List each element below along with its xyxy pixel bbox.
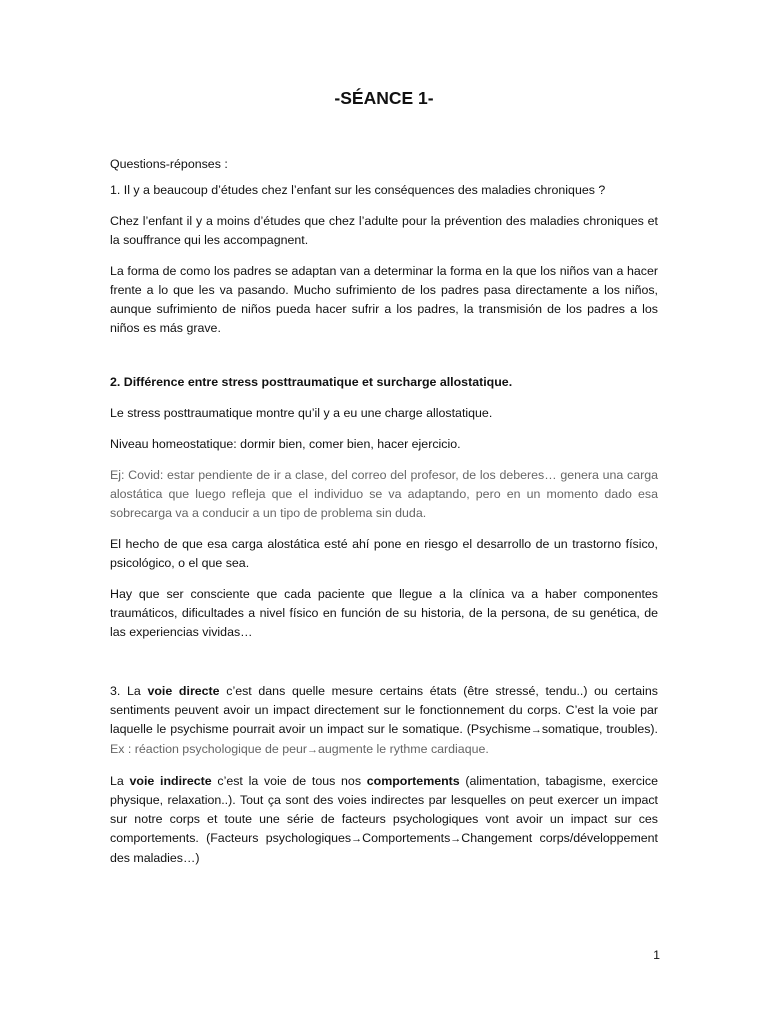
indirect-seg3: Changement corps/développement des maladies…)	[110, 831, 658, 865]
indirect-seg2: Comportements	[362, 831, 451, 845]
arrow-icon: →	[307, 744, 318, 756]
question-2-example: Ej: Covid: estar pendiente de ir a clase, del correo del profesor, de los deberes… genera una carga alostática que luego refleja que el individuo se va adaptando, pero en un momento dado esa sobrecarga va a conducir a un tipo de problema sin duda.	[110, 468, 658, 520]
indirect-mid: c’est la voie de tous nos	[211, 774, 367, 788]
question-2-paragraph-2: Niveau homeostatique: dormir bien, comer bien, hacer ejercicio.	[110, 437, 461, 451]
question-3-indirect-paragraph	[110, 772, 658, 868]
direct-prefix: 3. La	[110, 684, 148, 698]
indirect-term: voie indirecte	[129, 774, 212, 788]
page-number: 1	[653, 948, 660, 962]
question-2-heading: 2. Différence entre stress posttraumatique et surcharge allostatique.	[110, 375, 513, 389]
indirect-body: (alimentation, tabagisme, exercice physique, relaxation..). Tout ça sont des voies indirectes par lesquelles on peut exercer un impact sur notre corps et toute une série de facteurs psychologiques vont avoir un impact sur ces comportements. (Facteurs psychologiques	[110, 774, 658, 845]
direct-term: voie directe	[147, 684, 220, 698]
question-2-paragraph-3: El hecho de que esa carga alostática esté ahí pone en riesgo el desarrollo de un trastorno físico, psicológico, o el que sea.	[110, 537, 658, 570]
comportements-term: comportements	[366, 774, 460, 788]
document-page	[110, 86, 658, 880]
direct-body: c’est dans quelle mesure certains états (être stressé, tendu..) ou certains sentiments peuvent avoir un impact directement sur le fonctionnement du corps. C’est la voie par laquelle le psychisme pourrait avoir un impact sur le somatique. (Psychisme	[110, 684, 658, 736]
question-1: 1. Il y a beaucoup d’études chez l’enfant sur les conséquences des maladies chroniques ?	[110, 183, 606, 197]
indirect-prefix: La	[110, 774, 130, 788]
answer-1-spanish: La forma de como los padres se adaptan van a determinar la forma en la que los niños van a hacer frente a lo que les va pasando. Mucho sufrimiento de los padres pasa directamente a los niños, aunque sufrimiento de niños pueda hacer sufrir a los padres, la transmisión de los padres a los niños es más grave.	[110, 264, 658, 335]
direct-example-a: Ex : réaction psychologique de peur	[110, 742, 307, 756]
question-2-paragraph-4: Hay que ser consciente que cada paciente que llegue a la clínica va a haber componentes traumáticos, dificultades a nivel físico en función de su historia, de la persona, de su genética, de las experiencias vividas…	[110, 587, 658, 639]
question-2-paragraph-1: Le stress posttraumatique montre qu’il y a eu une charge allostatique.	[110, 406, 493, 420]
arrow-icon: →	[450, 833, 462, 845]
question-3-direct-paragraph	[110, 682, 658, 760]
intro-label: Questions-réponses :	[110, 157, 228, 171]
direct-after-arrow: somatique, troubles).	[541, 722, 659, 736]
page-title: -SÉANCE 1-	[334, 88, 434, 108]
answer-1-french: Chez l’enfant il y a moins d’études que chez l’adulte pour la prévention des maladies chroniques et la souffrance qui les accompagnent.	[110, 214, 658, 247]
direct-example-b: augmente le rythme cardiaque.	[318, 742, 489, 756]
arrow-icon: →	[530, 724, 542, 736]
arrow-icon: →	[351, 833, 363, 845]
